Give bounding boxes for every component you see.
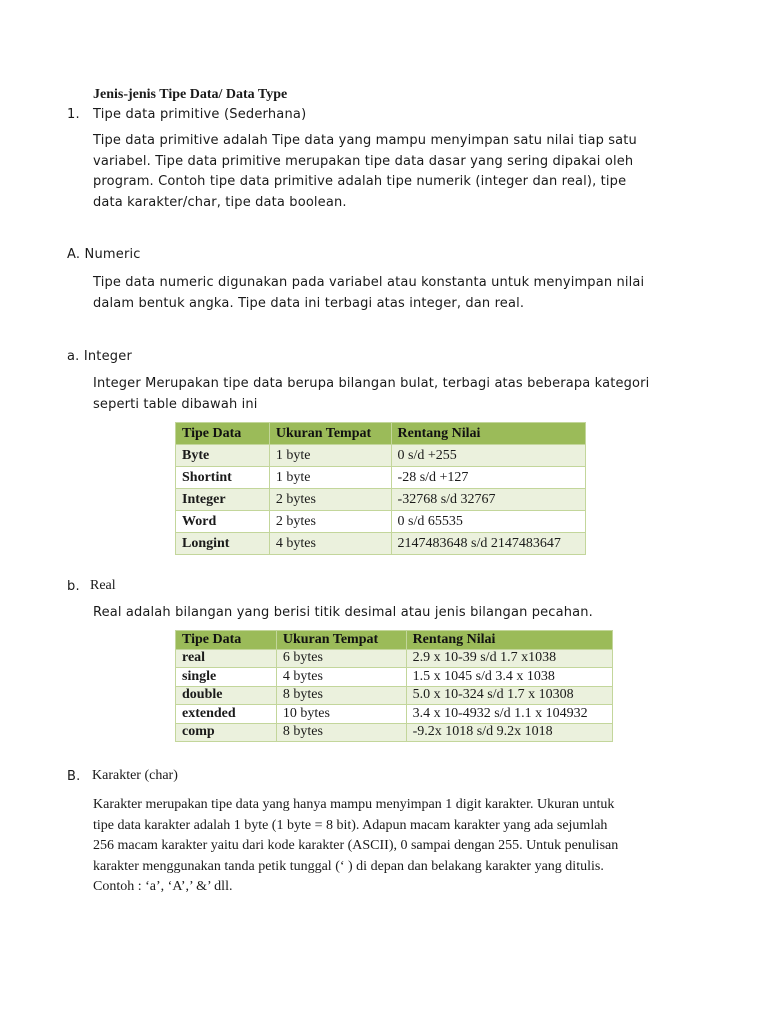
table-row xyxy=(176,705,613,724)
table-cell: extended xyxy=(176,705,277,724)
table-row xyxy=(176,686,613,705)
section-1-paragraph xyxy=(93,131,637,213)
table-cell: 1 byte xyxy=(269,467,391,489)
table-row xyxy=(176,723,613,742)
table-cell: Integer xyxy=(176,489,270,511)
table-cell: -32768 s/d 32767 xyxy=(391,489,585,511)
table-header-cell: Rentang Nilai xyxy=(406,631,612,650)
table-row xyxy=(176,533,586,555)
paragraph-line: tipe data karakter adalah 1 byte (1 byte = 8 bit). Adapun macam karakter yang ada sejumlah xyxy=(93,817,608,833)
section-integer-paragraph xyxy=(93,374,649,415)
table-cell: 8 bytes xyxy=(276,686,406,705)
table-header-cell: Ukuran Tempat xyxy=(269,423,391,445)
table-row xyxy=(176,467,586,489)
table-cell: 1.5 x 1045 s/d 3.4 x 1038 xyxy=(406,668,612,687)
table-cell: comp xyxy=(176,723,277,742)
section-real-heading: Real xyxy=(90,578,116,593)
page-title: Jenis-jenis Tipe Data/ Data Type xyxy=(93,87,288,102)
section-real-prefix: b. xyxy=(67,579,80,594)
table-cell: 2 bytes xyxy=(269,489,391,511)
section-1-heading: Tipe data primitive (Sederhana) xyxy=(93,107,307,122)
table-row xyxy=(176,511,586,533)
table-cell: -28 s/d +127 xyxy=(391,467,585,489)
table-header-cell: Rentang Nilai xyxy=(391,423,585,445)
paragraph-line: Tipe data primitive adalah Tipe data yang mampu menyimpan satu nilai tiap satu xyxy=(93,133,637,148)
table-cell: 2 bytes xyxy=(269,511,391,533)
table-cell: 0 s/d +255 xyxy=(391,445,585,467)
table-row xyxy=(176,489,586,511)
section-b-paragraph xyxy=(93,795,693,898)
paragraph-line: karakter menggunakan tanda petik tunggal (‘ ) di depan dan belakang karakter yang ditulis. xyxy=(93,858,604,874)
table-row xyxy=(176,668,613,687)
table-header-cell: Tipe Data xyxy=(176,631,277,650)
table-row xyxy=(176,649,613,668)
table-cell: double xyxy=(176,686,277,705)
paragraph-line: data karakter/char, tipe data boolean. xyxy=(93,194,347,210)
paragraph-line: Contoh : ‘a’, ‘A’,’ &’ dll. xyxy=(93,879,233,894)
section-real-paragraph xyxy=(93,603,593,624)
table-header-cell: Ukuran Tempat xyxy=(276,631,406,650)
paragraph-line: seperti table dibawah ini xyxy=(93,396,258,412)
table-cell: real xyxy=(176,649,277,668)
table-cell: Longint xyxy=(176,533,270,555)
table-cell: Byte xyxy=(176,445,270,467)
table-cell: 0 s/d 65535 xyxy=(391,511,585,533)
table-cell: 8 bytes xyxy=(276,723,406,742)
section-a-heading: A. Numeric xyxy=(67,247,141,262)
table-cell: 4 bytes xyxy=(276,668,406,687)
table-cell: Word xyxy=(176,511,270,533)
section-a-paragraph xyxy=(93,273,644,314)
paragraph-line: program. Contoh tipe data primitive adalah tipe numerik (integer dan real), tipe xyxy=(93,174,627,189)
table-cell: 2.9 x 10-39 s/d 1.7 x1038 xyxy=(406,649,612,668)
table-header-row xyxy=(176,631,613,650)
real-table xyxy=(175,630,613,742)
table-cell: 3.4 x 10-4932 s/d 1.1 x 104932 xyxy=(406,705,612,724)
paragraph-line: variabel. Tipe data primitive merupakan tipe data dasar yang sering dipakai oleh xyxy=(93,153,634,169)
paragraph-line: Integer Merupakan tipe data berupa bilangan bulat, terbagi atas beberapa kategori xyxy=(93,376,650,391)
paragraph-line: dalam bentuk angka. Tipe data ini terbagi atas integer, dan real. xyxy=(93,295,525,311)
table-cell: 6 bytes xyxy=(276,649,406,668)
table-row xyxy=(176,445,586,467)
paragraph-line: Tipe data numeric digunakan pada variabel atau konstanta untuk menyimpan nilai xyxy=(93,275,645,290)
section-1-number: 1. xyxy=(67,107,80,122)
table-cell: Shortint xyxy=(176,467,270,489)
section-integer-heading: a. Integer xyxy=(67,349,132,364)
integer-table xyxy=(175,422,586,555)
table-cell: 10 bytes xyxy=(276,705,406,724)
section-b-heading: Karakter (char) xyxy=(92,768,178,783)
section-b-prefix: B. xyxy=(67,769,81,784)
table-cell: 4 bytes xyxy=(269,533,391,555)
paragraph-line: Karakter merupakan tipe data yang hanya mampu menyimpan 1 digit karakter. Ukuran untuk xyxy=(93,797,615,812)
table-header-cell: Tipe Data xyxy=(176,423,270,445)
table-cell: single xyxy=(176,668,277,687)
table-cell: 1 byte xyxy=(269,445,391,467)
table-header-row xyxy=(176,423,586,445)
table-cell: -9.2x 1018 s/d 9.2x 1018 xyxy=(406,723,612,742)
paragraph-line: Real adalah bilangan yang berisi titik desimal atau jenis bilangan pecahan. xyxy=(93,605,593,620)
paragraph-line: 256 macam karakter yaitu dari kode karakter (ASCII), 0 sampai dengan 255. Untuk penulisan xyxy=(93,838,619,853)
table-cell: 5.0 x 10-324 s/d 1.7 x 10308 xyxy=(406,686,612,705)
table-cell: 2147483648 s/d 2147483647 xyxy=(391,533,585,555)
